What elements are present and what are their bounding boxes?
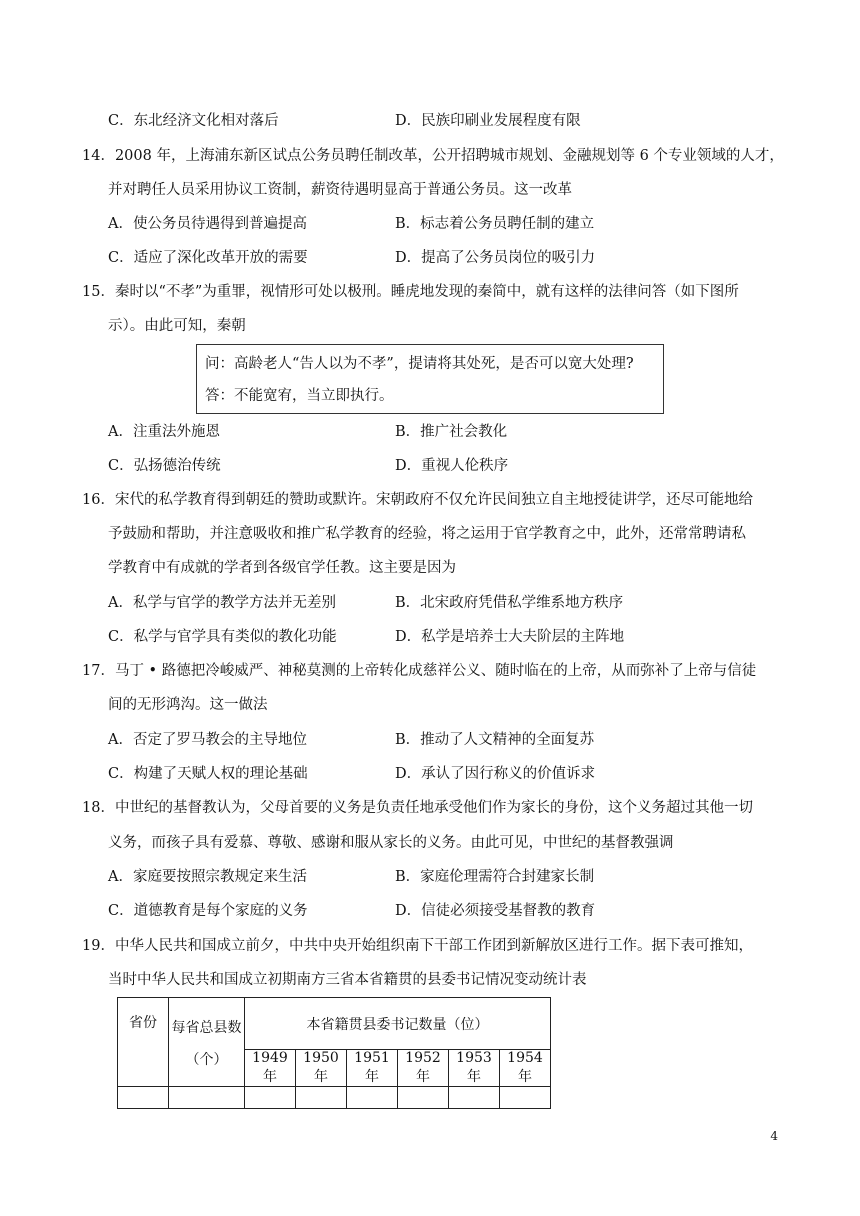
q14-option-b: B．标志着公务员聘任制的建立 xyxy=(395,216,595,232)
table-header-year: 1950 年 xyxy=(296,1050,347,1087)
q15-option-a: A．注重法外施恩 xyxy=(108,424,220,440)
q15-quote-question: 问：高龄老人“告人以为不孝”，提请将其处死，是否可以宽大处理? xyxy=(205,356,634,372)
table-cell xyxy=(398,1087,449,1109)
q14-stem-line1: 14．2008 年，上海浦东新区试点公务员聘任制改革，公开招聘城市规划、金融规划等 6 个专业领域的人才， xyxy=(82,148,784,164)
q19-stem-line1: 19．中华人民共和国成立前夕，中共中央开始组织南下干部工作团到新解放区进行工作。据下表可推知， xyxy=(82,938,753,954)
q14-option-a: A．使公务员待遇得到普遍提高 xyxy=(108,216,307,232)
table-cell xyxy=(296,1087,347,1109)
table-cell xyxy=(169,1087,245,1109)
table-header-total-line1: 每省总县数 xyxy=(171,1020,242,1036)
q17-option-a: A．否定了罗马教会的主导地位 xyxy=(108,732,307,748)
table-header-total-line2: （个） xyxy=(185,1052,228,1068)
table-header-province: 省份 xyxy=(118,998,169,1087)
q17-option-d: D．承认了因行称义的价值诉求 xyxy=(395,766,596,782)
q16-option-d: D．私学是培养士大夫阶层的主阵地 xyxy=(395,629,625,645)
q17-stem-line1: 17．马丁 • 路德把冷峻威严、神秘莫测的上帝转化成慈祥公义、随时临在的上帝，从而弥补了上帝与信徒 xyxy=(82,663,757,679)
q15-quote-box xyxy=(196,344,664,414)
q16-stem-line3: 学教育中有成就的学者到各级官学任教。这主要是因为 xyxy=(108,560,456,576)
q16-option-b: B．北宋政府凭借私学维系地方秩序 xyxy=(395,595,624,611)
q15-stem-line2: 示）。由此可知，秦朝 xyxy=(108,318,246,334)
q16-stem-line1: 16．宋代的私学教育得到朝廷的赞助或默许。宋朝政府不仅允许民间独立自主地授徒讲学，还尽可能地给 xyxy=(82,492,753,508)
q15-option-c: C．弘扬德治传统 xyxy=(108,458,221,474)
table-cell xyxy=(500,1087,551,1109)
table-cell xyxy=(118,1087,169,1109)
table-cell xyxy=(347,1087,398,1109)
q14-option-c: C．适应了深化改革开放的需要 xyxy=(108,250,308,266)
q18-stem-line2: 义务，而孩子具有爱慕、尊敬、感谢和服从家长的义务。由此可见，中世纪的基督教强调 xyxy=(108,835,674,851)
table-cell xyxy=(245,1087,296,1109)
q14-option-d: D．提高了公务员岗位的吸引力 xyxy=(395,250,596,266)
q15-option-b: B．推广社会教化 xyxy=(395,424,508,440)
q19-statistics-table xyxy=(117,997,551,1109)
q18-option-b: B．家庭伦理需符合封建家长制 xyxy=(395,869,595,885)
table-header-year: 1953 年 xyxy=(449,1050,500,1087)
q15-quote-answer: 答：不能宽宥，当立即执行。 xyxy=(205,388,394,404)
q19-stem-line2: 当时中华人民共和国成立初期南方三省本省籍贯的县委书记情况变动统计表 xyxy=(108,972,587,988)
q17-option-b: B．推动了人文精神的全面复苏 xyxy=(395,732,595,748)
q18-option-a: A．家庭要按照宗教规定来生活 xyxy=(108,869,307,885)
table-header-total-counties xyxy=(169,998,245,1087)
q17-stem-line2: 间的无形鸿沟。这一做法 xyxy=(108,697,268,713)
q16-stem-line2: 予鼓励和帮助，并注意吸收和推广私学教育的经验，将之运用于官学教育之中，此外，还常常聘请私 xyxy=(108,526,746,542)
q16-option-c: C．私学与官学具有类似的教化功能 xyxy=(108,629,337,645)
q18-stem-line1: 18．中世纪的基督教认为，父母首要的义务是负责任地承受他们作为家长的身份，这个义务超过其他一切 xyxy=(82,800,753,816)
q14-stem-line2: 并对聘任人员采用协议工资制，薪资待遇明显高于普通公务员。这一改革 xyxy=(108,182,572,198)
q18-option-d: D．信徒必须接受基督教的教育 xyxy=(395,903,596,919)
table-header-year: 1951 年 xyxy=(347,1050,398,1087)
table-header-secretary-count: 本省籍贯县委书记数量（位） xyxy=(245,998,551,1050)
q17-option-c: C．构建了天赋人权的理论基础 xyxy=(108,766,308,782)
q16-option-a: A．私学与官学的教学方法并无差别 xyxy=(108,595,336,611)
table-header-year: 1952 年 xyxy=(398,1050,449,1087)
table-cell xyxy=(449,1087,500,1109)
q15-option-d: D．重视人伦秩序 xyxy=(395,458,509,474)
q18-option-c: C．道德教育是每个家庭的义务 xyxy=(108,903,308,919)
q13-option-d: D．民族印刷业发展程度有限 xyxy=(395,113,581,129)
table-header-year: 1954 年 xyxy=(500,1050,551,1087)
page-number: 4 xyxy=(770,1129,778,1143)
q15-stem-line1: 15．秦时以“不孝”为重罪，视情形可处以极刑。睡虎地发现的秦简中，就有这样的法律问答（如下图所 xyxy=(82,284,739,300)
q13-option-c: C．东北经济文化相对落后 xyxy=(108,113,279,129)
table-header-year: 1949 年 xyxy=(245,1050,296,1087)
